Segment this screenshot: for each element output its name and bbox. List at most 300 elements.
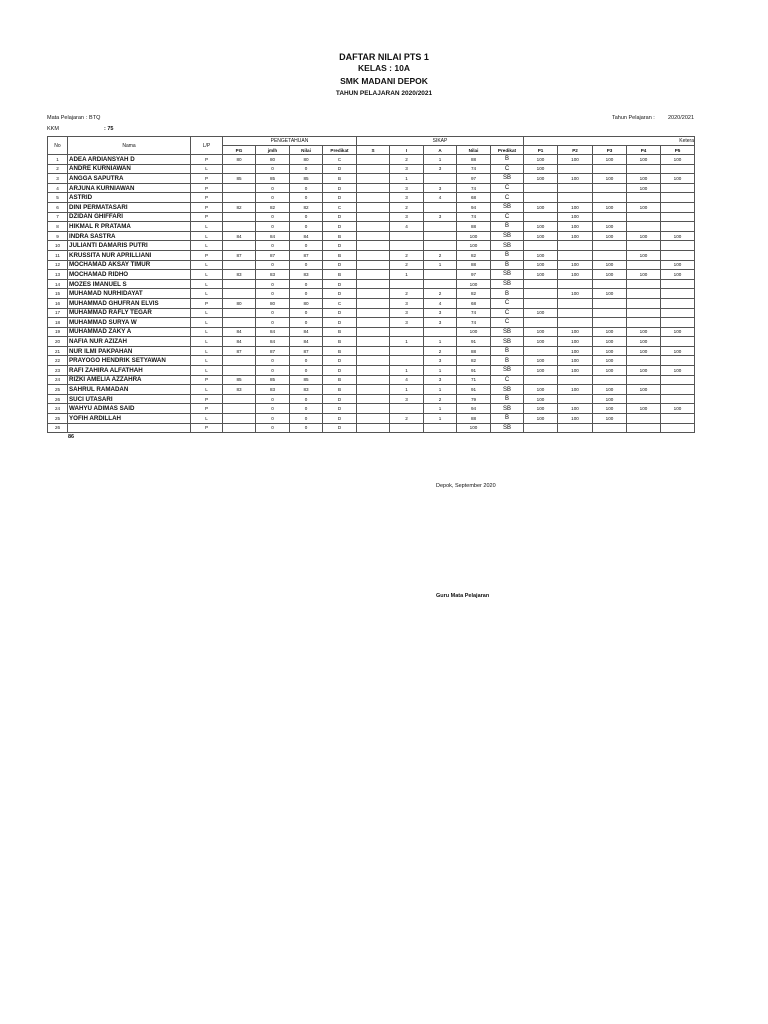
sikap-s — [357, 164, 390, 174]
row-no: 6 — [48, 202, 68, 212]
pg-score: 83 — [223, 385, 256, 395]
row-no: 15 — [48, 289, 68, 299]
sikap-nilai: 97 — [457, 270, 491, 280]
row-no: 23 — [48, 366, 68, 376]
gender: L — [191, 308, 223, 318]
sikap-predikat: SB — [491, 337, 524, 347]
student-name: MUHAMAD NURHIDAYAT — [68, 289, 191, 299]
sikap-i — [390, 423, 424, 433]
gender: L — [191, 385, 223, 395]
header-a: A — [424, 146, 457, 155]
sikap-s — [357, 260, 390, 270]
student-name: INDRA SASTRA — [68, 231, 191, 241]
sikap-a: 1 — [424, 155, 457, 165]
p1-score: 100 — [524, 385, 558, 395]
sikap-predikat: C — [491, 183, 524, 193]
gender: L — [191, 222, 223, 232]
p5-score: 100 — [661, 270, 695, 280]
p3-score: 100 — [593, 404, 627, 414]
p4-score — [627, 279, 661, 289]
table-row — [48, 327, 695, 337]
p1-score — [524, 346, 558, 356]
sikap-nilai: 68 — [457, 298, 491, 308]
sikap-s — [357, 404, 390, 414]
p1-score: 100 — [524, 327, 558, 337]
sikap-a: 1 — [424, 414, 457, 424]
p4-score — [627, 222, 661, 232]
gender: L — [191, 366, 223, 376]
gender: P — [191, 423, 223, 433]
row-no: 19 — [48, 327, 68, 337]
table-row — [48, 404, 695, 414]
header-nilai-sikap: Nilai — [457, 146, 491, 155]
sikap-a — [424, 270, 457, 280]
nilai-score: 0 — [290, 414, 323, 424]
p5-score — [661, 183, 695, 193]
kkm-value: : 75 — [104, 126, 114, 132]
header-predikat-sikap: Predikat — [491, 146, 524, 155]
row-no: 3 — [48, 174, 68, 184]
p3-score: 100 — [593, 327, 627, 337]
p1-score: 100 — [524, 231, 558, 241]
gender: P — [191, 250, 223, 260]
nilai-score: 85 — [290, 375, 323, 385]
p4-score: 100 — [627, 270, 661, 280]
p3-score: 100 — [593, 337, 627, 347]
gender: L — [191, 318, 223, 328]
pg-score: 85 — [223, 174, 256, 184]
sikap-nilai: 91 — [457, 366, 491, 376]
sikap-s — [357, 193, 390, 203]
sikap-s — [357, 318, 390, 328]
sikap-s — [357, 174, 390, 184]
jmlh-score: 0 — [256, 366, 290, 376]
p3-score: 100 — [593, 202, 627, 212]
sikap-a: 1 — [424, 404, 457, 414]
nilai-score: 84 — [290, 337, 323, 347]
p5-score: 100 — [661, 231, 695, 241]
pg-score — [223, 308, 256, 318]
pg-score — [223, 222, 256, 232]
sikap-i: 2 — [390, 202, 424, 212]
sikap-a — [424, 423, 457, 433]
sikap-s — [357, 183, 390, 193]
sikap-a: 2 — [424, 346, 457, 356]
sikap-nilai: 100 — [457, 241, 491, 251]
table-row — [48, 375, 695, 385]
p5-score — [661, 423, 695, 433]
p1-score — [524, 183, 558, 193]
predikat: D — [323, 308, 357, 318]
student-name: ANDRE KURNIAWAN — [68, 164, 191, 174]
predikat: B — [323, 270, 357, 280]
sikap-s — [357, 155, 390, 165]
predikat: C — [323, 298, 357, 308]
jmlh-score: 0 — [256, 212, 290, 222]
predikat: D — [323, 241, 357, 251]
place-date: Depok, September 2020 — [436, 483, 496, 489]
p5-score — [661, 279, 695, 289]
sikap-nilai: 88 — [457, 155, 491, 165]
sikap-predikat: SB — [491, 241, 524, 251]
p3-score: 100 — [593, 289, 627, 299]
gender: L — [191, 337, 223, 347]
grade-table — [47, 136, 695, 433]
sikap-i: 1 — [390, 385, 424, 395]
sikap-nilai: 74 — [457, 212, 491, 222]
nilai-score: 80 — [290, 155, 323, 165]
student-name: DZIDAN GHIFFARI — [68, 212, 191, 222]
sikap-i — [390, 231, 424, 241]
p3-score: 100 — [593, 414, 627, 424]
pg-score — [223, 212, 256, 222]
p5-score — [661, 356, 695, 366]
sikap-nilai: 88 — [457, 414, 491, 424]
sikap-i: 1 — [390, 270, 424, 280]
sikap-i: 3 — [390, 164, 424, 174]
p3-score: 100 — [593, 222, 627, 232]
gender: P — [191, 298, 223, 308]
sikap-a: 1 — [424, 260, 457, 270]
p2-score — [558, 298, 593, 308]
p1-score: 100 — [524, 260, 558, 270]
p4-score: 100 — [627, 231, 661, 241]
p1-score: 100 — [524, 337, 558, 347]
pg-score — [223, 183, 256, 193]
p4-score — [627, 375, 661, 385]
jmlh-score: 84 — [256, 327, 290, 337]
p4-score — [627, 193, 661, 203]
p3-score — [593, 250, 627, 260]
p5-score — [661, 212, 695, 222]
gender: P — [191, 174, 223, 184]
student-name: RAFI ZAHIRA ALFATHAH — [68, 366, 191, 376]
nilai-score: 83 — [290, 385, 323, 395]
p3-score: 100 — [593, 155, 627, 165]
p1-score: 100 — [524, 366, 558, 376]
row-no: 8 — [48, 222, 68, 232]
predikat: B — [323, 174, 357, 184]
sikap-nilai: 74 — [457, 183, 491, 193]
gender: L — [191, 164, 223, 174]
signature-label: Guru Mata Pelajaran — [436, 593, 490, 599]
p2-score: 100 — [558, 222, 593, 232]
predikat: B — [323, 337, 357, 347]
sikap-predikat: B — [491, 250, 524, 260]
sikap-i — [390, 279, 424, 289]
jmlh-score: 0 — [256, 222, 290, 232]
student-name: PRAYOGO HENDRIK SETYAWAN — [68, 356, 191, 366]
sikap-s — [357, 385, 390, 395]
jmlh-score: 0 — [256, 356, 290, 366]
p2-score — [558, 318, 593, 328]
student-name: MOCHAMAD AKSAY TIMUR — [68, 260, 191, 270]
sikap-a — [424, 202, 457, 212]
header-pg: PG — [223, 146, 256, 155]
p5-score — [661, 193, 695, 203]
header-p3: P3 — [593, 146, 627, 155]
predikat: B — [323, 250, 357, 260]
pg-score — [223, 193, 256, 203]
gender: L — [191, 260, 223, 270]
p4-score — [627, 423, 661, 433]
p2-score — [558, 164, 593, 174]
p1-score — [524, 193, 558, 203]
table-row — [48, 289, 695, 299]
student-name: SAHRUL RAMADAN — [68, 385, 191, 395]
sikap-i: 3 — [390, 193, 424, 203]
p2-score — [558, 308, 593, 318]
student-name: MOCHAMAD RIDHO — [68, 270, 191, 280]
sikap-a: 3 — [424, 212, 457, 222]
p2-score: 100 — [558, 212, 593, 222]
p1-score — [524, 318, 558, 328]
student-name: JULIANTI DAMARIS PUTRI — [68, 241, 191, 251]
jmlh-score: 0 — [256, 289, 290, 299]
p2-score: 100 — [558, 404, 593, 414]
sikap-predikat: B — [491, 346, 524, 356]
p5-score — [661, 289, 695, 299]
sikap-i: 2 — [390, 155, 424, 165]
jmlh-score: 0 — [256, 241, 290, 251]
nilai-score: 0 — [290, 423, 323, 433]
sikap-nilai: 68 — [457, 193, 491, 203]
sikap-s — [357, 298, 390, 308]
table-row — [48, 279, 695, 289]
sikap-s — [357, 327, 390, 337]
sikap-predikat: C — [491, 164, 524, 174]
sikap-nilai: 74 — [457, 308, 491, 318]
header-jmlh: jmlh — [256, 146, 290, 155]
sikap-predikat: SB — [491, 202, 524, 212]
p2-score — [558, 193, 593, 203]
sikap-i: 3 — [390, 394, 424, 404]
predikat: D — [323, 164, 357, 174]
p1-score: 100 — [524, 155, 558, 165]
row-no: 11 — [48, 250, 68, 260]
pg-score — [223, 289, 256, 299]
p2-score: 100 — [558, 289, 593, 299]
jmlh-score: 0 — [256, 404, 290, 414]
predikat: D — [323, 289, 357, 299]
subject-label: Mata Pelajaran — [47, 115, 84, 121]
nilai-score: 0 — [290, 289, 323, 299]
sikap-i — [390, 327, 424, 337]
p3-score: 100 — [593, 231, 627, 241]
student-name: DINI PERMATASARI — [68, 202, 191, 212]
p4-score — [627, 356, 661, 366]
table-row — [48, 385, 695, 395]
sikap-nilai: 88 — [457, 260, 491, 270]
predikat: D — [323, 212, 357, 222]
student-name: ASTRID — [68, 193, 191, 203]
p4-score: 100 — [627, 155, 661, 165]
jmlh-score: 87 — [256, 250, 290, 260]
nilai-score: 0 — [290, 183, 323, 193]
gender: L — [191, 289, 223, 299]
p4-score — [627, 212, 661, 222]
sikap-a: 3 — [424, 356, 457, 366]
predikat: B — [323, 375, 357, 385]
sikap-s — [357, 356, 390, 366]
pg-score — [223, 279, 256, 289]
predikat: C — [323, 155, 357, 165]
predikat: D — [323, 356, 357, 366]
nilai-score: 87 — [290, 250, 323, 260]
p3-score: 100 — [593, 260, 627, 270]
student-name: HIKMAL R PRATAMA — [68, 222, 191, 232]
pg-score: 87 — [223, 250, 256, 260]
row-no: 25 — [48, 385, 68, 395]
sikap-nilai: 74 — [457, 164, 491, 174]
table-row — [48, 164, 695, 174]
student-name: ADEA ARDIANSYAH D — [68, 155, 191, 165]
p5-score — [661, 241, 695, 251]
p3-score: 100 — [593, 356, 627, 366]
p3-score: 100 — [593, 270, 627, 280]
sikap-s — [357, 366, 390, 376]
sikap-nilai: 88 — [457, 346, 491, 356]
sikap-a — [424, 327, 457, 337]
row-no: 5 — [48, 193, 68, 203]
p2-score: 100 — [558, 155, 593, 165]
sikap-nilai: 100 — [457, 327, 491, 337]
jmlh-score: 0 — [256, 308, 290, 318]
sikap-nilai: 97 — [457, 174, 491, 184]
sikap-s — [357, 222, 390, 232]
predikat: D — [323, 222, 357, 232]
p2-score: 100 — [558, 385, 593, 395]
nilai-score: 0 — [290, 394, 323, 404]
student-name: MUHAMMAD SURYA W — [68, 318, 191, 328]
sikap-i: 1 — [390, 366, 424, 376]
pg-score: 82 — [223, 202, 256, 212]
table-row — [48, 423, 695, 433]
sikap-a — [424, 241, 457, 251]
p3-score — [593, 212, 627, 222]
jmlh-score: 0 — [256, 394, 290, 404]
sikap-s — [357, 414, 390, 424]
p3-score — [593, 279, 627, 289]
sikap-s — [357, 231, 390, 241]
sikap-a: 4 — [424, 298, 457, 308]
p3-score: 100 — [593, 174, 627, 184]
sikap-predikat: C — [491, 308, 524, 318]
p2-score — [558, 183, 593, 193]
jmlh-score: 80 — [256, 155, 290, 165]
nilai-score: 0 — [290, 404, 323, 414]
sikap-predikat: SB — [491, 231, 524, 241]
p5-score: 100 — [661, 404, 695, 414]
jmlh-score: 0 — [256, 423, 290, 433]
p1-score — [524, 298, 558, 308]
nilai-score: 0 — [290, 260, 323, 270]
p2-score: 100 — [558, 346, 593, 356]
table-row — [48, 241, 695, 251]
pg-score: 87 — [223, 346, 256, 356]
p5-score — [661, 318, 695, 328]
pg-score — [223, 318, 256, 328]
gender: P — [191, 404, 223, 414]
row-no: 2 — [48, 164, 68, 174]
table-row — [48, 346, 695, 356]
student-name: MOZES IMANUEL S — [68, 279, 191, 289]
sikap-i: 2 — [390, 250, 424, 260]
jmlh-score: 85 — [256, 174, 290, 184]
year-label: Tahun Pelajaran : — [612, 115, 655, 121]
p3-score: 100 — [593, 366, 627, 376]
sikap-nilai: 82 — [457, 356, 491, 366]
table-row — [48, 337, 695, 347]
p2-score: 100 — [558, 356, 593, 366]
header-i: I — [390, 146, 424, 155]
sikap-predikat: SB — [491, 423, 524, 433]
predikat: B — [323, 327, 357, 337]
row-no: 10 — [48, 241, 68, 251]
row-no: 22 — [48, 356, 68, 366]
p5-score: 100 — [661, 155, 695, 165]
p1-score: 100 — [524, 356, 558, 366]
sikap-nilai: 91 — [457, 385, 491, 395]
jmlh-score: 84 — [256, 337, 290, 347]
jmlh-score: 85 — [256, 375, 290, 385]
row-no: 13 — [48, 270, 68, 280]
header-nilai: Nilai — [290, 146, 323, 155]
p4-score — [627, 394, 661, 404]
p1-score: 100 — [524, 174, 558, 184]
p5-score: 100 — [661, 346, 695, 356]
p4-score: 100 — [627, 366, 661, 376]
sikap-predikat: SB — [491, 404, 524, 414]
kkm-label: KKM — [47, 126, 59, 132]
row-no: 4 — [48, 183, 68, 193]
row-no: 1 — [48, 155, 68, 165]
nilai-score: 0 — [290, 318, 323, 328]
header-p5: P5 — [661, 146, 695, 155]
p2-score: 100 — [558, 337, 593, 347]
table-row — [48, 183, 695, 193]
row-no: 24 — [48, 404, 68, 414]
sikap-a: 3 — [424, 375, 457, 385]
p5-score — [661, 250, 695, 260]
p5-score — [661, 375, 695, 385]
academic-year-title: TAHUN PELAJARAN 2020/2021 — [335, 90, 433, 97]
pg-score — [223, 164, 256, 174]
sikap-predikat: C — [491, 375, 524, 385]
table-row — [48, 366, 695, 376]
sikap-a — [424, 222, 457, 232]
p4-score — [627, 298, 661, 308]
p4-score — [627, 241, 661, 251]
table-row — [48, 298, 695, 308]
sikap-nilai: 71 — [457, 375, 491, 385]
sikap-s — [357, 423, 390, 433]
table-row — [48, 222, 695, 232]
sikap-a — [424, 174, 457, 184]
p5-score — [661, 222, 695, 232]
sikap-predikat: SB — [491, 279, 524, 289]
jmlh-score: 0 — [256, 260, 290, 270]
p2-score — [558, 250, 593, 260]
nilai-score: 0 — [290, 241, 323, 251]
nilai-score: 0 — [290, 212, 323, 222]
school-name: SMK MADANI DEPOK — [340, 76, 428, 86]
row-no: 21 — [48, 346, 68, 356]
p1-score: 100 — [524, 308, 558, 318]
sikap-nilai: 82 — [457, 289, 491, 299]
p2-score — [558, 394, 593, 404]
student-name: NUR ILMI PAKPAHAN — [68, 346, 191, 356]
